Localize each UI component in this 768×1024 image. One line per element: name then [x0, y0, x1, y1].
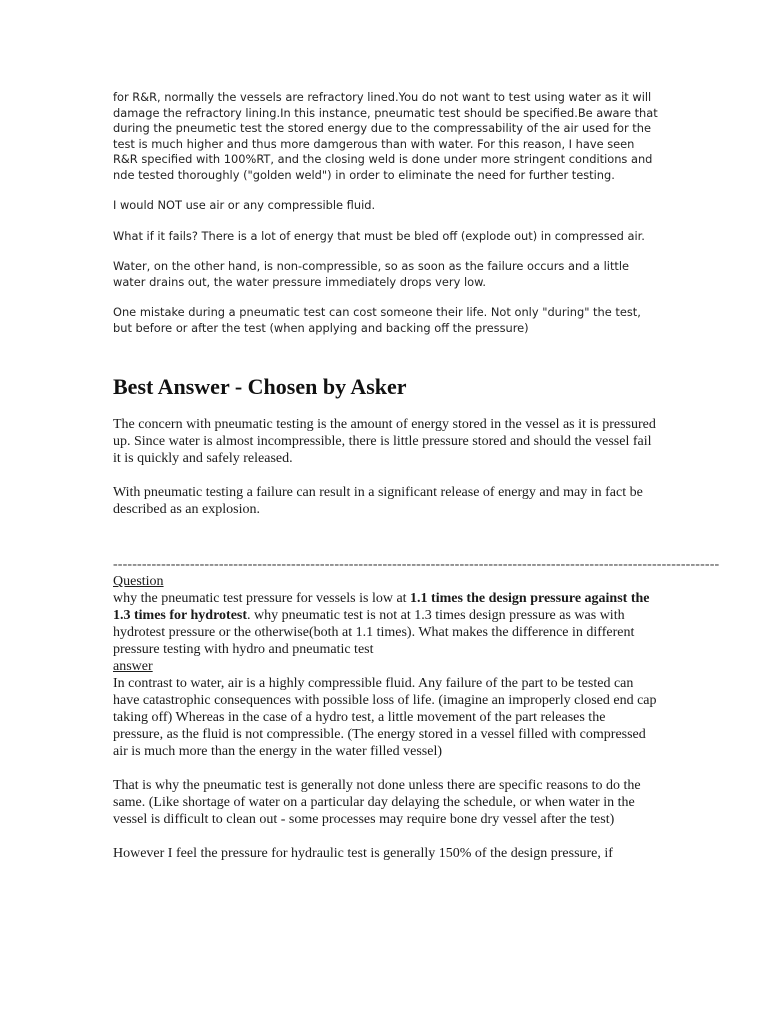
comment-paragraph: Water, on the other hand, is non-compressible, so as soon as the failure occurs and a little water drains out, the water pressure immediately drops very low.	[113, 259, 630, 289]
question-label: Question	[113, 574, 164, 589]
comment-paragraph: One mistake during a pneumatic test can cost someone their life. Not only "during" the test, but before or after the test (when applying and backing off the pressure)	[113, 305, 641, 335]
comment-paragraph: What if it fails? There is a lot of energy that must be bled off (explode out) in compressed air.	[113, 228, 645, 243]
question-text-bold: 1.1 times the design pressure against the 1.3 times for hydrotest	[113, 591, 650, 623]
best-answer-body	[113, 416, 658, 518]
dashed-divider: ------------------------------------------------------------------------------------------------------------------------------	[113, 557, 720, 572]
comment-paragraph: I would NOT use air or any compressible fluid.	[113, 198, 376, 212]
answer-paragraph: However I feel the pressure for hydraulic test is generally 150% of the design pressure, if	[113, 846, 613, 861]
question-answer-section	[113, 573, 658, 862]
question-text	[113, 590, 658, 658]
answer-paragraph: That is why the pneumatic test is generally not done unless there are specific reasons to do the same. (Like shortage of water on a particular day delaying the schedule, or when water in the vessel is difficult to clean out - some processes may require bone dry vessel after the test)	[113, 778, 641, 827]
question-text-pre: why the pneumatic test pressure for vessels is low at	[113, 591, 411, 606]
document-page	[113, 90, 720, 879]
answer-paragraph: In contrast to water, air is a highly compressible fluid. Any failure of the part to be tested can have catastrophic consequences with possible loss of life. (imagine an improperly closed end cap taking off) Whereas in the case of a hydro test, a little movement of the part releases the pressure, as the fluid is not compressible. (The energy stored in a vessel filled with compressed air is much more than the energy in the water filled vessel)	[113, 676, 657, 759]
question-text-post: . why pneumatic test is not at 1.3 times design pressure as was with hydrotest pressure or the otherwise(both at 1.1 times). What makes the difference in different pressure testing with hydro and pneumatic test	[113, 608, 635, 657]
best-answer-paragraph: The concern with pneumatic testing is the amount of energy stored in the vessel as it is pressured up. Since water is almost incompressible, there is little pressure stored and should the vessel fail it is quickly and safely released.	[113, 417, 656, 466]
best-answer-paragraph: With pneumatic testing a failure can result in a significant release of energy and may in fact be described as an explosion.	[113, 485, 643, 517]
best-answer-heading: Best Answer - Chosen by Asker	[113, 374, 407, 399]
answer-label: answer	[113, 659, 153, 674]
comment-paragraph: for R&R, normally the vessels are refractory lined.You do not want to test using water as it will damage the refractory lining.In this instance, pneumatic test should be specified.Be aware that during the pneumetic test the stored energy due to the compressability of the air used for the test is much higher and thus more damgerous than with water. For this reason, I have seen R&R specified with 100%RT, and the closing weld is done under more stringent conditions and nde tested thoroughly ("golden weld") in order to eliminate the need for further testing.	[113, 90, 658, 182]
comments-section	[113, 90, 658, 336]
